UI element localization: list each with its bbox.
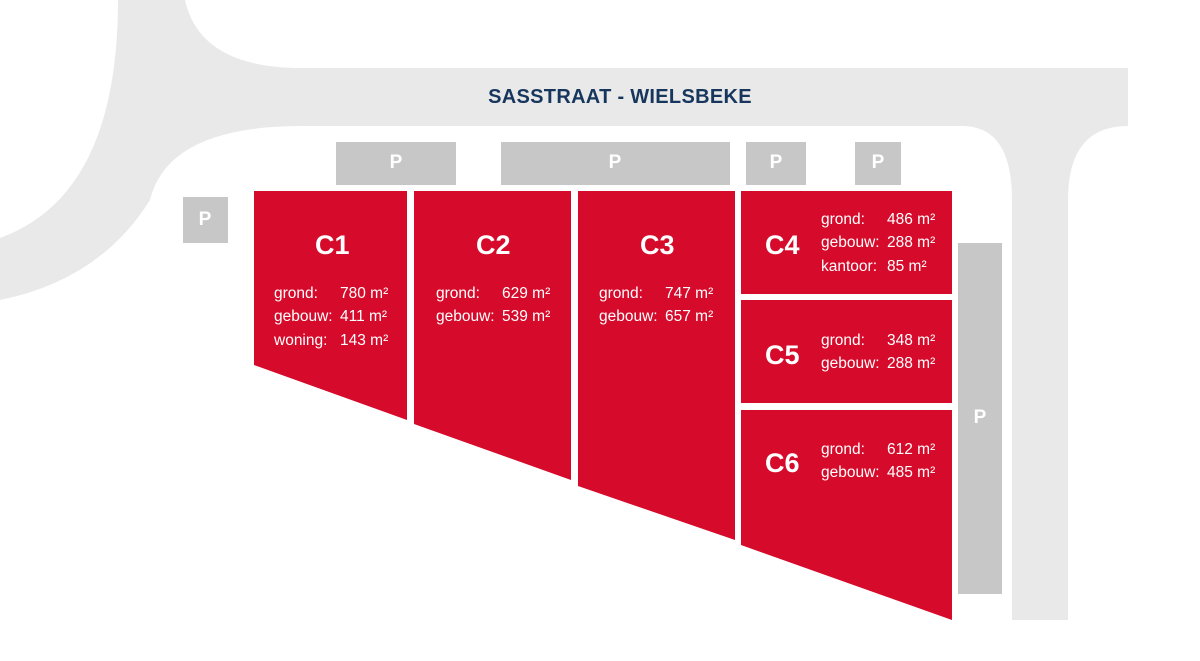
info-row [821, 332, 946, 355]
info-value: 143 m² [340, 331, 389, 349]
info-value: 288 m² [887, 355, 936, 373]
info-key: grond: [436, 285, 480, 302]
plot-c3-info [599, 285, 724, 332]
parking-label-6: P [973, 407, 987, 428]
info-key: grond: [599, 285, 643, 302]
info-row [821, 258, 946, 281]
info-value: 612 m² [887, 441, 936, 458]
info-value: 486 m² [887, 211, 936, 228]
info-row [436, 308, 561, 331]
info-key: gebouw: [821, 464, 880, 482]
plot-c6-info [821, 441, 946, 488]
info-key: grond: [821, 211, 865, 228]
plot-c4-name: C4 [765, 230, 800, 260]
parking-label-5: P [198, 209, 212, 230]
parking-label-2: P [608, 152, 622, 173]
plot-c5-name: C5 [765, 340, 800, 370]
info-key: gebouw: [436, 308, 495, 326]
info-value: 288 m² [887, 234, 936, 252]
info-key: gebouw: [821, 355, 880, 373]
parking-label-4: P [871, 152, 885, 173]
info-key: grond: [821, 332, 865, 349]
info-key: kantoor: [821, 257, 878, 275]
info-key: gebouw: [274, 308, 333, 326]
info-row [274, 332, 394, 355]
plot-c5-info [821, 332, 946, 379]
plot-c1-info [274, 285, 394, 355]
info-value: 348 m² [887, 332, 936, 349]
info-row [821, 211, 946, 234]
info-value: 780 m² [340, 285, 389, 302]
info-row [821, 355, 946, 378]
info-value: 747 m² [665, 285, 714, 302]
info-row [821, 464, 946, 487]
info-value: 657 m² [665, 308, 714, 326]
info-row [821, 441, 946, 464]
plot-c6-name: C6 [765, 448, 800, 478]
info-key: woning: [274, 331, 328, 349]
info-key: gebouw: [821, 234, 880, 252]
plot-c2-name: C2 [476, 230, 511, 260]
info-key: grond: [274, 285, 318, 302]
info-row [436, 285, 561, 308]
parking-label-3: P [769, 152, 783, 173]
info-row [599, 308, 724, 331]
info-value: 485 m² [887, 464, 936, 482]
info-row [274, 285, 394, 308]
plot-c3-name: C3 [640, 230, 675, 260]
info-row [274, 308, 394, 331]
info-value: 629 m² [502, 285, 551, 302]
plot-c4-info [821, 211, 946, 281]
info-value: 411 m² [340, 308, 388, 326]
info-row [599, 285, 724, 308]
plot-c2-info [436, 285, 561, 332]
info-key: grond: [821, 441, 865, 458]
info-row [821, 234, 946, 257]
info-value: 85 m² [887, 257, 927, 275]
info-value: 539 m² [502, 308, 551, 326]
street-name-label: SASSTRAAT - WIELSBEKE [488, 86, 752, 108]
info-key: gebouw: [599, 308, 658, 326]
plot-c1-name: C1 [315, 230, 350, 260]
parking-label-1: P [389, 152, 403, 173]
